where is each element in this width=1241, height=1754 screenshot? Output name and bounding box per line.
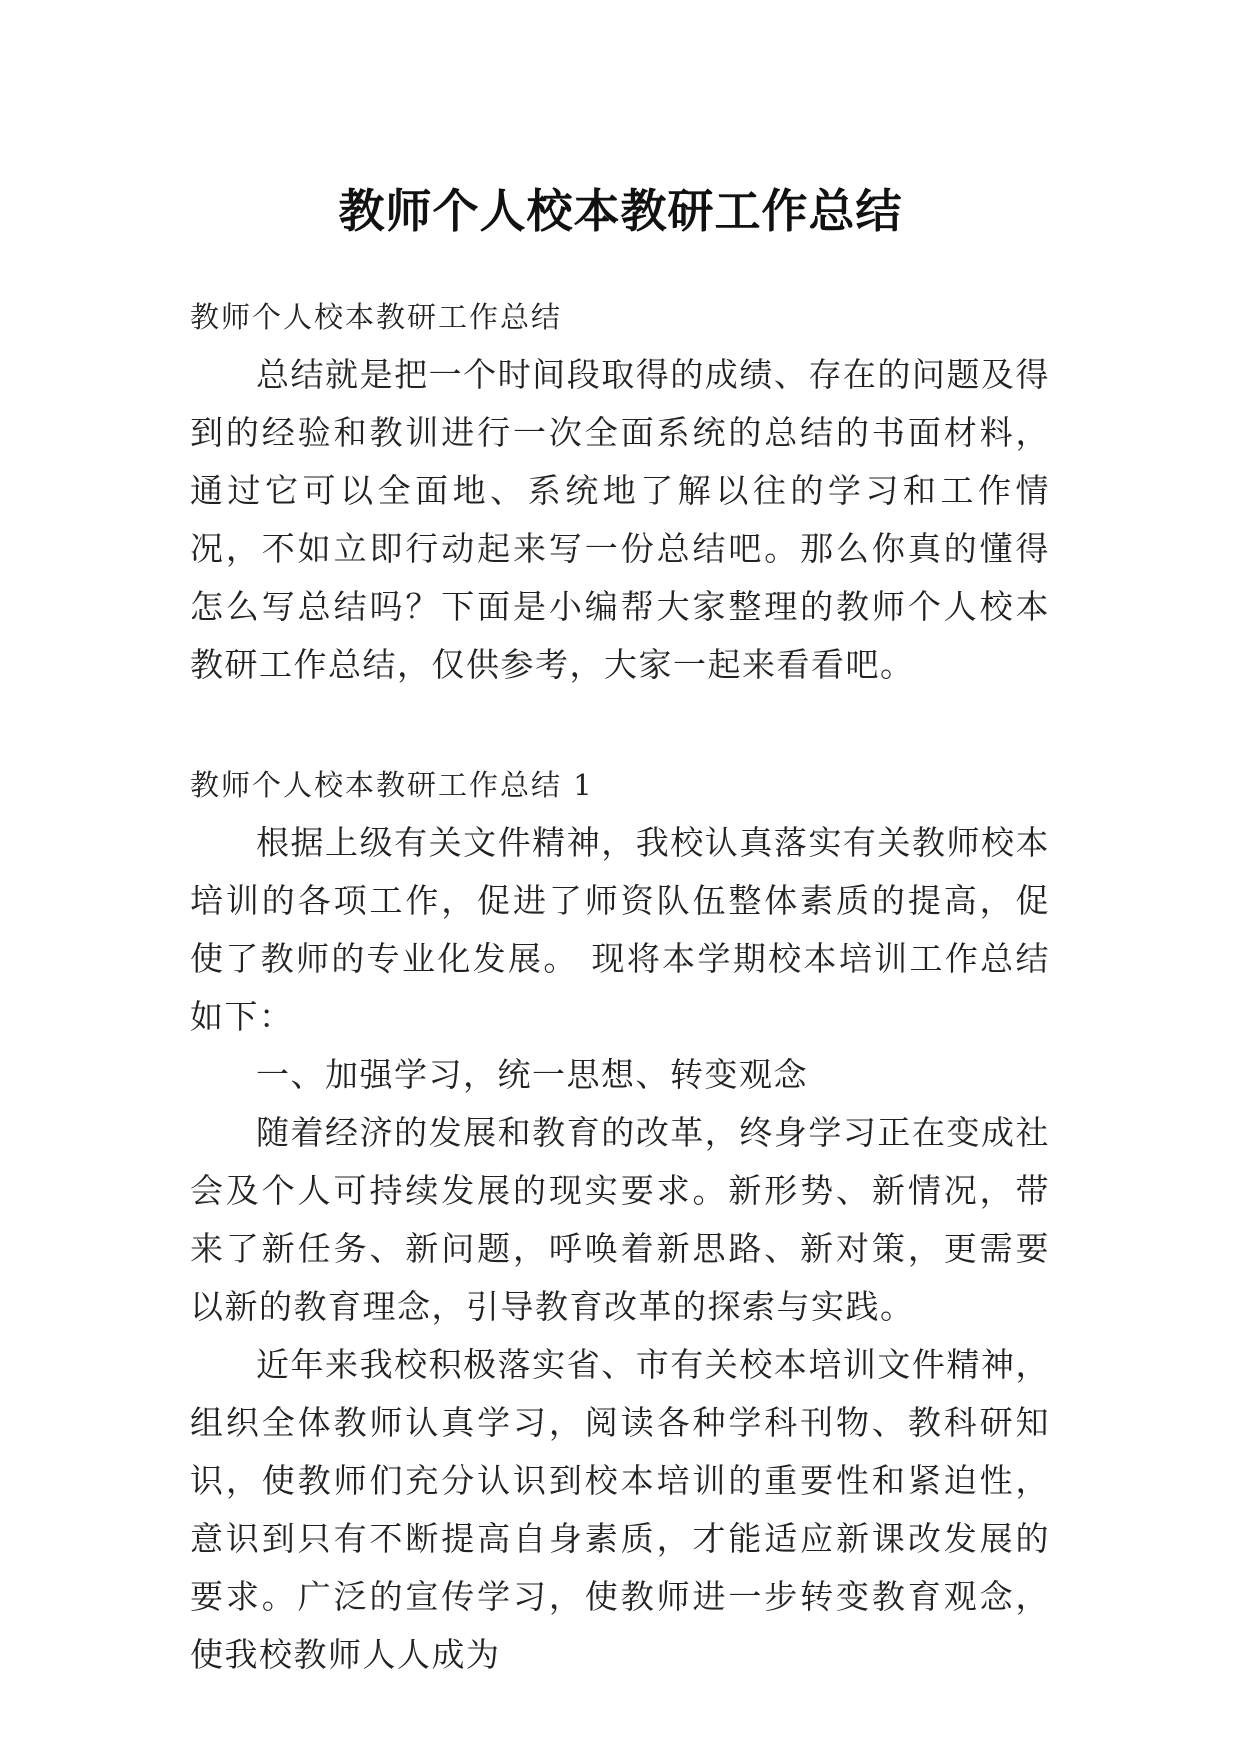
intro-paragraph: 总结就是把一个时间段取得的成绩、存在的问题及得到的经验和教训进行一次全面系统的总结的书面材料，通过它可以全面地、系统地了解以往的学习和工作情况，不如立即行动起来写一份总结吧。那么你真的懂得怎么写总结吗？下面是小编帮大家整理的教师个人校本教研工作总结，仅供参考，大家一起来看看吧。 bbox=[190, 355, 1050, 684]
section-1-paragraph: 近年来我校积极落实省、市有关校本培训文件精神，组织全体教师认真学习，阅读各种学科刊物、教科研知识，使教师们充分认识到校本培训的重要性和紧迫性，意识到只有不断提高自身素质，才能适应新课改发展的要求。广泛的宣传学习，使教师进一步转变教育观念，使我校教师人人成为 bbox=[190, 1345, 1050, 1674]
section-1-paragraph: 随着经济的发展和教育的改革，终身学习正在变成社会及个人可持续发展的现实要求。新形势、新情况，带来了新任务、新问题，呼唤着新思路、新对策，更需要以新的教育理念，引导教育改革的探索与实践。 bbox=[190, 1113, 1050, 1326]
document-title: 教师个人校本教研工作总结 bbox=[338, 183, 903, 238]
section-1-subheading: 一、加强学习，统一思想、转变观念 bbox=[256, 1055, 808, 1094]
section-1-heading: 教师个人校本教研工作总结 1 bbox=[190, 768, 594, 802]
section-spacer bbox=[190, 694, 1050, 756]
document-body bbox=[190, 288, 1050, 1684]
intro-heading: 教师个人校本教研工作总结 bbox=[190, 300, 563, 334]
section-1-paragraph: 根据上级有关文件精神，我校认真落实有关教师校本培训的各项工作，促进了师资队伍整体素质的提高，促使了教师的专业化发展。 现将本学期校本培训工作总结如下： bbox=[190, 823, 1050, 1036]
